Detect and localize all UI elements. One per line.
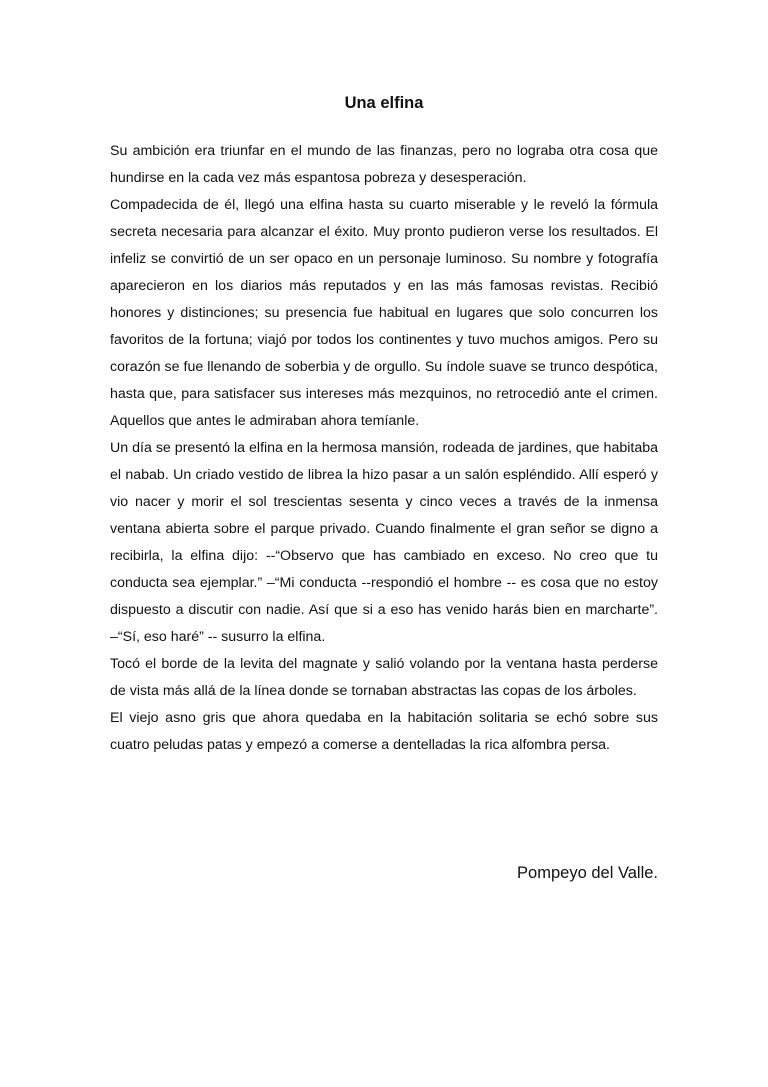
author-signature: Pompeyo del Valle. <box>517 864 658 882</box>
paragraph-3: Un día se presentó la elfina en la hermosa mansión, rodeada de jardines, que habitaba el nabab. Un criado vestido de librea la hizo pasar a un salón espléndido. Allí esperó y vio nacer y morir el sol trescientas sesenta y cinco veces a través de la inmensa ventana abierta sobre el parque privado. Cuando finalmente el gran señor se digno a recibirla, la elfina dijo: --“Observo que has cambiado en exceso. No creo que tu conducta sea ejemplar.” –“Mi conducta --respondió el hombre -- es cosa que no estoy dispuesto a discutir con nadie. Así que si a eso has venido harás bien en marcharte”. –“Sí, eso haré” -- susurro la elfina. <box>110 440 658 645</box>
document-body <box>110 138 658 759</box>
paragraph-5: El viejo asno gris que ahora quedaba en la habitación solitaria se echó sobre sus cuatro peludas patas y empezó a comerse a dentelladas la rica alfombra persa. <box>110 710 658 753</box>
paragraph-1: Su ambición era triunfar en el mundo de las finanzas, pero no lograba otra cosa que hundirse en la cada vez más espantosa pobreza y desesperación. <box>110 143 658 186</box>
paragraph-4: Tocó el borde de la levita del magnate y salió volando por la ventana hasta perderse de vista más allá de la línea donde se tornaban abstractas las copas de los árboles. <box>110 656 658 699</box>
paragraph-2: Compadecida de él, llegó una elfina hasta su cuarto miserable y le reveló la fórmula secreta necesaria para alcanzar el éxito. Muy pronto pudieron verse los resultados. El infeliz se convirtió de un ser opaco en un personaje luminoso. Su nombre y fotografía aparecieron en los diarios más reputados y en las más famosas revistas. Recibió honores y distinciones; su presencia fue habitual en lugares que solo concurren los favoritos de la fortuna; viajó por todos los continentes y tuvo muchos amigos. Pero su corazón se fue llenando de soberbia y de orgullo. Su índole suave se trunco despótica, hasta que, para satisfacer sus intereses más mezquinos, no retrocedió ante el crimen. Aquellos que antes le admiraban ahora temíanle. <box>110 197 658 429</box>
document-title: Una elfina <box>344 94 424 112</box>
